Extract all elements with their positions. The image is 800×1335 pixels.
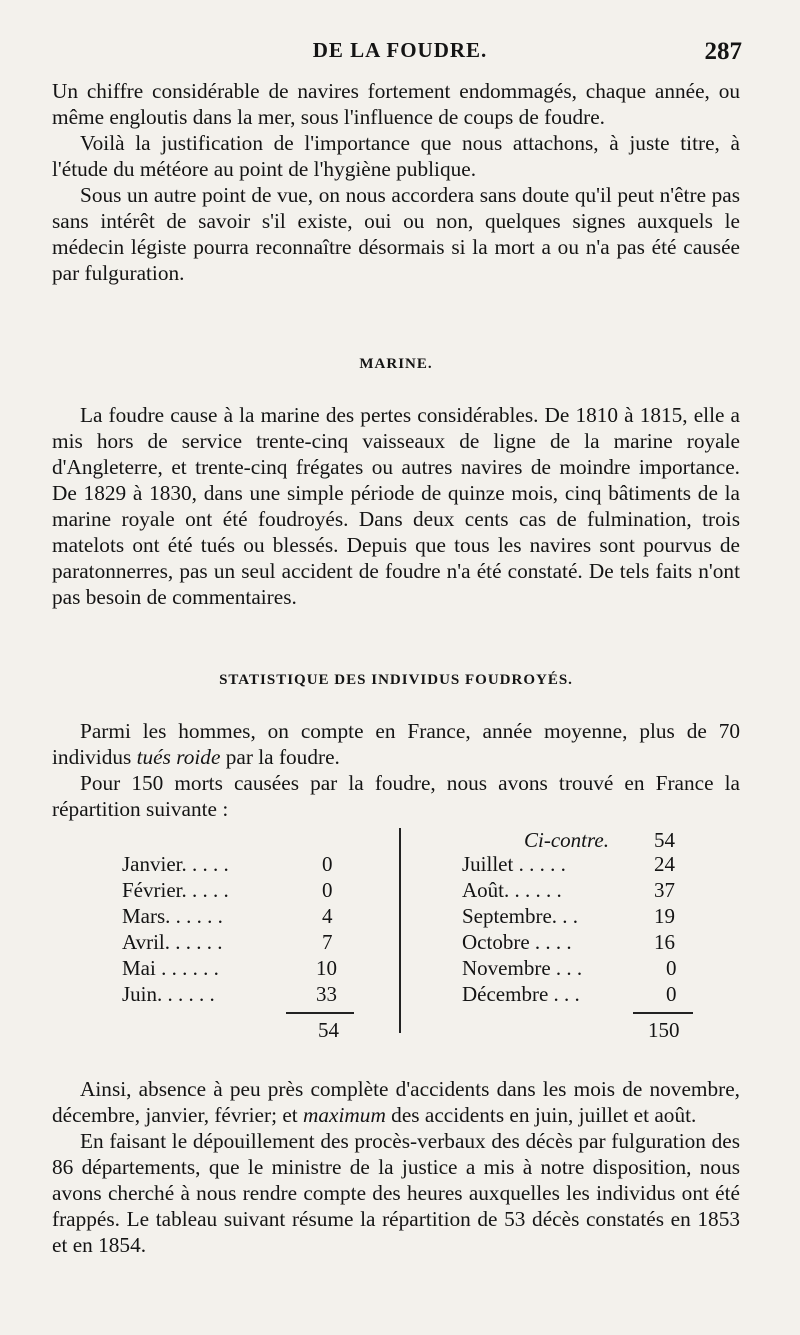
carry-over-value: 54 (654, 828, 675, 852)
column-divider (399, 828, 401, 1033)
section-heading: MARINE. (359, 356, 433, 372)
total-rule (633, 1012, 693, 1014)
months-table: Ci-contre. 54 Janvier. . . . . 0 Février. . . . . 0 Mars. . . . . . 4 Avril. . . . . . 7 Mai . . . . . . 10 Juin. . . . . . 33 Juillet . . . . . 24 Août. . . . . . 37 Septembre. . . 19 Octobre . . . . 16 Novembre . . . 0 Décembre . . . 0 54 150 (0, 828, 800, 1058)
page-number: 287 (704, 38, 742, 65)
closing-text (52, 1076, 740, 1258)
paragraph: En faisant le dépouillement des procès-verbaux des décès par fulguration des 86 départements, que le ministre de la justice a mis à notre disposition, nous avons cherché à nous rendre compte des heures auxquelles les individus ont été frappés. Le tableau suivant résume la répartition de 53 décès constatés en 1853 et en 1854. (52, 1129, 740, 1257)
paragraph: Sous un autre point de vue, on nous accordera sans doute qu'il peut n'être pas sans intérêt de savoir s'il existe, oui ou non, quelques signes auxquels le médecin légiste pourra reconnaître désormais si la mort a ou n'a pas été causée par fulguration. (52, 183, 740, 285)
marine-text (52, 402, 740, 610)
section-heading: STATISTIQUE DES INDIVIDUS FOUDROYÉS. (219, 672, 573, 688)
paragraph: Pour 150 morts causées par la foudre, nous avons trouvé en France la répartition suivante : (52, 771, 740, 821)
paragraph: Un chiffre considérable de navires fortement endommagés, chaque année, ou même engloutis dans la mer, sous l'influence de coups de foudre. (52, 79, 740, 129)
paragraph: Voilà la justification de l'importance que nous attachons, à juste titre, à l'étude du météore au point de l'hygiène publique. (52, 131, 740, 181)
statistique-text (52, 718, 740, 822)
paragraph: Ainsi, absence à peu près complète d'accidents dans les mois de novembre, décembre, janvier, février; et maximum des accidents en juin, juillet et août. (52, 1077, 740, 1127)
section-statistique (52, 672, 740, 689)
section-marine (52, 356, 740, 373)
carry-over-label: Ci-contre. (524, 828, 609, 852)
intro-text (52, 78, 740, 286)
subtotal-value: 54 (318, 1018, 339, 1042)
running-title: DE LA FOUDRE. (312, 38, 488, 62)
paragraph: Parmi les hommes, on compte en France, année moyenne, plus de 70 individus tués roide par la foudre. (52, 719, 740, 769)
subtotal-rule (286, 1012, 354, 1014)
page-header (50, 38, 750, 72)
paragraph: La foudre cause à la marine des pertes considérables. De 1810 à 1815, elle a mis hors de service trente-cinq vaisseaux de ligne de la marine royale d'Angleterre, et trente-cinq frégates ou autres navires de moindre importance. De 1829 à 1830, dans une simple période de quinze mois, cinq bâtiments de la marine royale ont été foudroyés. Dans deux cents cas de fulmination, trois matelots ont été tués ou blessés. Depuis que tous les navires sont pourvus de paratonnerres, pas un seul accident de foudre n'a été constaté. De tels faits n'ont pas besoin de commentaires. (52, 403, 740, 609)
total-value: 150 (648, 1018, 680, 1042)
